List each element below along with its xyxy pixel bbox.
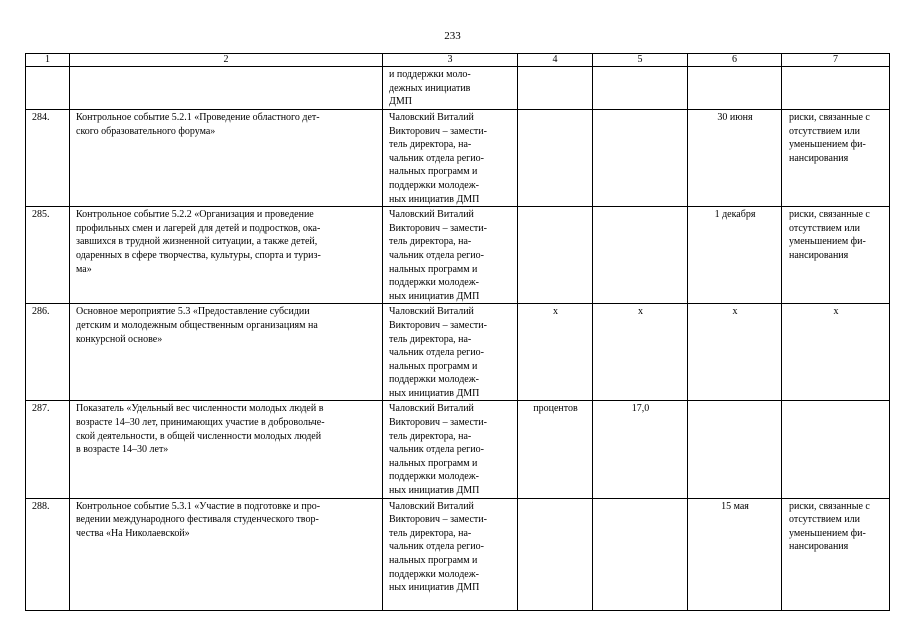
cell-deadline: 30 июня xyxy=(688,110,782,207)
table-row xyxy=(26,498,890,610)
text-line: поддержки молодеж- xyxy=(389,568,479,580)
table-row xyxy=(26,304,890,401)
column-header: 2 xyxy=(70,54,383,67)
text-line: нальных программ и xyxy=(389,166,478,178)
cell-responsible xyxy=(383,498,518,610)
cell-unit xyxy=(518,67,593,110)
text-line: тель директора, на- xyxy=(389,139,472,151)
text-line: ных инициатив ДМП xyxy=(389,582,480,594)
text-line: Чаловский Виталий xyxy=(389,306,474,318)
cell-value xyxy=(593,498,688,610)
cell-responsible xyxy=(383,67,518,110)
text-line: Контрольное событие 5.2.2 «Организация и проведение xyxy=(76,209,314,221)
text-line: и поддержки моло- xyxy=(389,69,471,80)
column-header: 5 xyxy=(593,54,688,67)
cell-number xyxy=(26,67,70,110)
text-line: ных инициатив ДМП xyxy=(389,387,480,399)
cell-deadline: 15 мая xyxy=(688,498,782,610)
cell-value: x xyxy=(593,304,688,401)
cell-risks xyxy=(782,401,890,498)
text-line: нальных программ и xyxy=(389,360,478,372)
cell-value xyxy=(593,110,688,207)
text-line: возрасте 14–30 лет, принимающих участие в добровольче- xyxy=(76,417,325,429)
table-row-continuation xyxy=(26,67,890,110)
cell-responsible xyxy=(383,401,518,498)
text-line: нальных программ и xyxy=(389,263,478,275)
text-line: Чаловский Виталий xyxy=(389,500,474,512)
text-line: Основное мероприятие 5.3 «Предоставление субсидии xyxy=(76,306,310,318)
cell-unit: x xyxy=(518,304,593,401)
table-row xyxy=(26,207,890,304)
text-line: уменьшением фи- xyxy=(789,527,866,539)
text-line: завшихся в трудной жизненной ситуации, а также детей, xyxy=(76,236,318,248)
text-line: ных инициатив ДМП xyxy=(389,290,480,302)
text-line: поддержки молодеж- xyxy=(389,179,479,191)
text-line: нансирования xyxy=(789,249,849,261)
text-line: Викторович – замести- xyxy=(389,222,487,234)
text-line: риски, связанные с xyxy=(789,500,870,512)
cell-risks xyxy=(782,498,890,610)
text-line: поддержки молодеж- xyxy=(389,374,479,386)
text-line: Чаловский Виталий xyxy=(389,112,474,123)
cell-deadline: x xyxy=(688,304,782,401)
text-line: риски, связанные с xyxy=(789,209,870,221)
cell-number: 286. xyxy=(26,304,70,401)
cell-name xyxy=(70,304,383,401)
text-line: поддержки молодеж- xyxy=(389,277,479,289)
plan-table xyxy=(25,53,890,611)
column-header: 3 xyxy=(383,54,518,67)
cell-unit: процентов xyxy=(518,401,593,498)
cell-name xyxy=(70,207,383,304)
text-line: конкурсной основе» xyxy=(76,333,163,345)
cell-responsible xyxy=(383,304,518,401)
text-line: уменьшением фи- xyxy=(789,236,866,248)
cell-responsible xyxy=(383,207,518,304)
text-line: ского образовательного форума» xyxy=(76,125,216,137)
text-line: чества «На Николаевской» xyxy=(76,527,190,539)
text-line: тель директора, на- xyxy=(389,333,472,345)
text-line: отсутствием или xyxy=(789,125,861,137)
text-line: Викторович – замести- xyxy=(389,417,487,429)
text-line: Показатель «Удельный вес численности молодых людей в xyxy=(76,403,324,415)
cell-risks xyxy=(782,67,890,110)
column-header: 6 xyxy=(688,54,782,67)
cell-name xyxy=(70,498,383,610)
page-number: 233 xyxy=(444,30,461,42)
text-line: тель директора, на- xyxy=(389,527,472,539)
text-line: дежных инициатив xyxy=(389,82,471,94)
cell-name xyxy=(70,67,383,110)
cell-number: 287. xyxy=(26,401,70,498)
text-line: ных инициатив ДМП xyxy=(389,485,480,497)
text-line: отсутствием или xyxy=(789,514,861,526)
text-line: тель директора, на- xyxy=(389,236,472,248)
cell-value xyxy=(593,207,688,304)
text-line: Викторович – замести- xyxy=(389,319,487,331)
cell-deadline: 1 декабря xyxy=(688,207,782,304)
table-row xyxy=(26,401,890,498)
text-line: чальник отдела регио- xyxy=(389,541,484,553)
text-line: ДМП xyxy=(389,96,412,108)
cell-risks xyxy=(782,207,890,304)
text-line: нальных программ и xyxy=(389,555,478,566)
cell-value: 17,0 xyxy=(593,401,688,498)
cell-value xyxy=(593,67,688,110)
cell-risks xyxy=(782,304,890,401)
cell-name xyxy=(70,110,383,207)
text-line: Викторович – замести- xyxy=(389,125,487,137)
text-line: одаренных в сфере творчества, культуры, спорта и туриз- xyxy=(76,249,321,261)
column-header: 7 xyxy=(782,54,890,67)
table-row xyxy=(26,110,890,207)
text-line: тель директора, на- xyxy=(389,430,472,442)
text-line: детским и молодежным общественным организациям на xyxy=(76,319,318,331)
text-line: чальник отдела регио- xyxy=(389,249,484,261)
text-line: нансирования xyxy=(789,152,849,164)
text-line: Контрольное событие 5.3.1 «Участие в подготовке и про- xyxy=(76,500,321,512)
text-line: Чаловский Виталий xyxy=(389,403,474,415)
cell-number: 285. xyxy=(26,207,70,304)
cell-name xyxy=(70,401,383,498)
text-line: ма» xyxy=(76,263,92,275)
column-header: 4 xyxy=(518,54,593,67)
text-line: чальник отдела регио- xyxy=(389,152,484,164)
text-line: ных инициатив ДМП xyxy=(389,193,480,205)
cell-number: 284. xyxy=(26,110,70,207)
cell-number: 288. xyxy=(26,498,70,610)
cell-deadline xyxy=(688,67,782,110)
text-line: Контрольное событие 5.2.1 «Проведение областного дет- xyxy=(76,112,320,123)
cell-deadline xyxy=(688,401,782,498)
text-line: отсутствием или xyxy=(789,222,861,234)
cell-unit xyxy=(518,207,593,304)
text-line: нансирования xyxy=(789,541,849,553)
text-line: поддержки молодеж- xyxy=(389,471,479,483)
text-line: Викторович – замести- xyxy=(389,514,487,526)
text-line: ведении международного фестиваля студенческого твор- xyxy=(76,514,319,526)
cell-unit xyxy=(518,110,593,207)
text-line: Чаловский Виталий xyxy=(389,209,474,221)
header-row xyxy=(26,54,890,67)
cell-responsible xyxy=(383,110,518,207)
text-line: чальник отдела регио- xyxy=(389,444,484,456)
text-line: в возрасте 14–30 лет» xyxy=(76,444,169,456)
text-line: профильных смен и лагерей для детей и подростков, ока- xyxy=(76,222,321,234)
text-line: нальных программ и xyxy=(389,457,478,469)
column-header: 1 xyxy=(26,54,70,67)
text-line: риски, связанные с xyxy=(789,112,870,123)
text-line: уменьшением фи- xyxy=(789,139,866,151)
text-line: чальник отдела регио- xyxy=(389,347,484,359)
cell-risks xyxy=(782,110,890,207)
text-line: ской деятельности, в общей численности молодых людей xyxy=(76,430,322,442)
cell-unit xyxy=(518,498,593,610)
text-line: x xyxy=(833,306,839,318)
